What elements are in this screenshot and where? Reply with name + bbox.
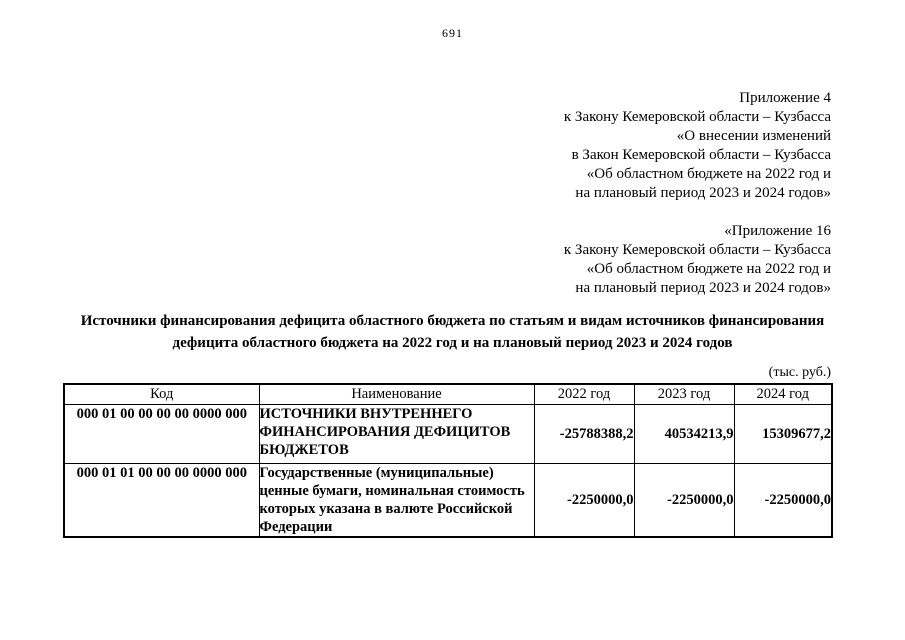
row-code: 000 01 00 00 00 00 0000 000 [64,405,259,464]
units-note: (тыс. руб.) [768,365,831,380]
appendix-line: на плановый период 2023 и 2024 годов» [575,280,831,296]
appendix-line: Приложение 4 [739,90,831,106]
row-value-2022: -2250000,0 [534,464,634,538]
table-header-row [64,384,832,405]
col-header-name: Наименование [259,384,534,405]
appendix-line: «Об областном бюджете на 2022 год и [586,166,831,182]
row-code: 000 01 01 00 00 00 0000 000 [64,464,259,538]
appendix-line: к Закону Кемеровской области – Кузбасса [563,242,831,258]
appendix-line: на плановый период 2023 и 2024 годов» [575,185,831,201]
appendix-line: «О внесении изменений [676,128,831,144]
appendix-line: к Закону Кемеровской области – Кузбасса [563,109,831,125]
row-value-2024: -2250000,0 [734,464,832,538]
col-header-2023: 2023 год [634,384,734,405]
col-header-code: Код [64,384,259,405]
row-value-2022: -25788388,2 [534,405,634,464]
row-value-2023: -2250000,0 [634,464,734,538]
col-header-2024: 2024 год [734,384,832,405]
appendix-line: в Закон Кемеровской области – Кузбасса [571,147,831,163]
document-title: Источники финансирования дефицита областного бюджета по статьям и видам источников финансирования дефицита областного бюджета на 2022 год и на плановый период 2023 и 2024 годов [80,313,825,351]
row-value-2023: 40534213,9 [634,405,734,464]
row-name: ИСТОЧНИКИ ВНУТРЕННЕГО ФИНАНСИРОВАНИЯ ДЕФИЦИТОВ БЮДЖЕТОВ [259,405,534,464]
table-row [64,405,832,464]
row-name: Государственные (муниципальные) ценные бумаги, номинальная стоимость которых указана в валюте Российской Федерации [259,464,534,538]
col-header-2022: 2022 год [534,384,634,405]
budget-sources-table [63,383,833,538]
appendix-line: «Об областном бюджете на 2022 год и [586,261,831,277]
page-number: 691 [442,26,463,40]
appendix-block-4 [0,89,905,203]
row-value-2024: 15309677,2 [734,405,832,464]
table-row [64,464,832,538]
appendix-block-16 [0,222,905,298]
appendix-line: «Приложение 16 [724,223,831,239]
